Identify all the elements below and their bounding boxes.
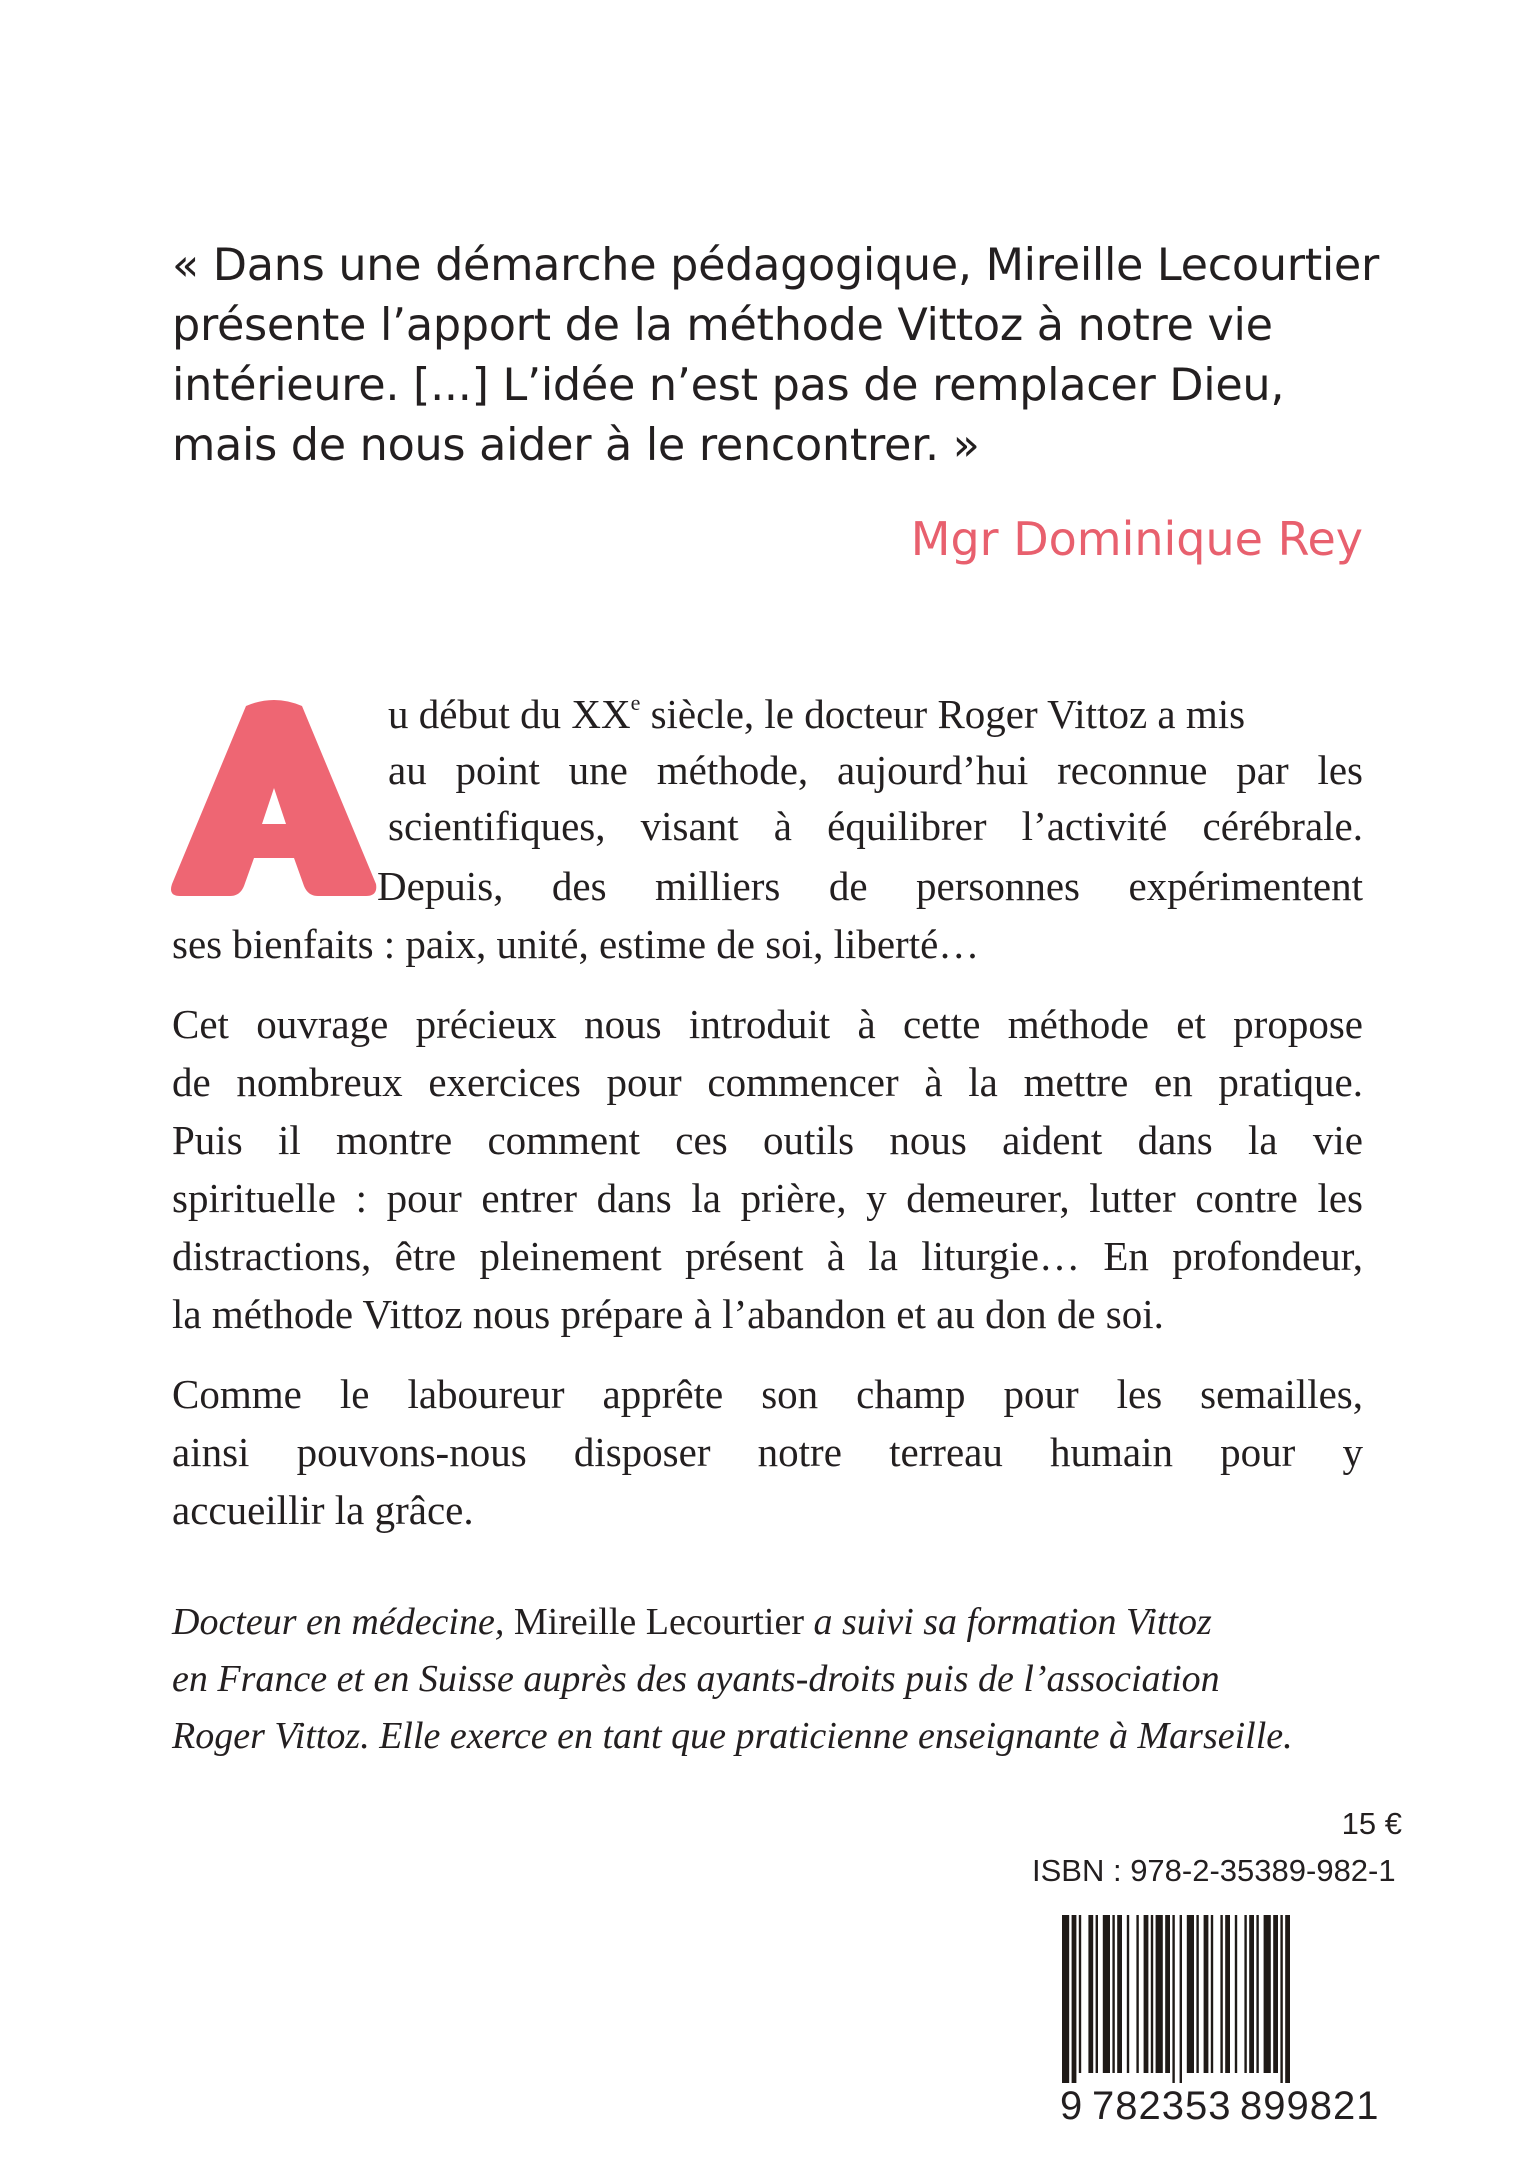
barcode-bar [1180,1915,1182,2083]
barcode-bar [1156,1915,1163,2073]
barcode-bar [1117,1915,1122,2073]
intro-line: u début du XXe siècle, le docteur Roger Vittoz a mis [388,690,1246,737]
quote-line: mais de nous aider à le rencontrer. » [172,420,980,471]
barcode-bar [1062,1915,1069,2083]
quote-line: « Dans une démarche pédagogique, Mireille Lecourtier [172,240,1379,291]
quote-attribution: Mgr Dominique Rey [910,512,1363,566]
barcode-bar [1235,1915,1237,2073]
barcode-bar [1187,1915,1194,2073]
barcode-bar [1244,1915,1246,2073]
price: 15 € [1341,1806,1402,1841]
body-line: de nombreux exercices pour commencer à la mettre en pratique. [172,1059,1363,1105]
barcode-bar [1249,1915,1254,2073]
barcode-bar [1172,1915,1174,2083]
barcode-bar [1256,1915,1258,2073]
barcode-bar [1285,1915,1290,2083]
barcode-bar [1103,1915,1110,2073]
body-line: ainsi pouvons-nous disposer notre terreau humain pour y [172,1429,1363,1475]
barcode-bar [1225,1915,1230,2073]
barcode [1054,1915,1403,2083]
barcode-bar [1280,1915,1282,2083]
barcode-digits-left: 782353 [1092,2084,1232,2128]
drop-cap-letter-a-shape [171,700,376,896]
barcode-digit-first: 9 [1060,2084,1084,2128]
intro-line: au point une méthode, aujourd’hui reconnue par les [388,747,1363,793]
barcode-bar [1211,1915,1213,2073]
body-line: Puis il montre comment ces outils nous aident dans la vie [172,1117,1363,1163]
body-line: distractions, être pleinement présent à la liturgie… En profondeur, [172,1233,1363,1279]
body-line: accueillir la grâce. [172,1487,474,1533]
endorsement-quote [172,236,1379,476]
barcode-bar [1151,1915,1153,2073]
barcode-bar [1136,1915,1138,2073]
drop-cap [168,692,380,898]
barcode-bar [1165,1915,1170,2073]
barcode-bar [1127,1915,1129,2073]
barcode-bar [1220,1915,1222,2073]
quote-line: présente l’apport de la méthode Vittoz à notre vie [172,300,1273,351]
barcode-bar [1273,1915,1278,2073]
quote-line: intérieure. [...] L’idée n’est pas de remplacer Dieu, [172,360,1285,411]
isbn: ISBN : 978-2-35389-982-1 [1032,1853,1396,1888]
barcode-bar [1196,1915,1198,2073]
barcode-bar [1144,1915,1149,2073]
body-line: spirituelle : pour entrer dans la prière, y demeurer, lutter contre les [172,1175,1363,1221]
bio-line: en France et en Suisse auprès des ayants-droits puis de l’association [172,1658,1220,1700]
barcode-bar [1088,1915,1093,2073]
author-bio [172,1594,1362,1765]
body-line: la méthode Vittoz nous prépare à l’abandon et au don de soi. [172,1291,1164,1337]
barcode-bar [1112,1915,1114,2073]
bio-line: Docteur en médecine, Mireille Lecourtier a suivi sa formation Vittoz [172,1601,1212,1643]
barcode-bar [1072,1915,1077,2083]
intro-line: ses bienfaits : paix, unité, estime de soi, liberté… [172,921,980,967]
body-line: Cet ouvrage précieux nous introduit à cette méthode et propose [172,1001,1363,1047]
bio-line: Roger Vittoz. Elle exerce en tant que praticienne enseignante à Marseille. [172,1715,1293,1757]
barcode-bar [1264,1915,1271,2073]
barcode-digits-right: 899821 [1240,2084,1380,2128]
barcode-bar [1204,1915,1209,2073]
body-line: Comme le laboureur apprête son champ pour les semailles, [172,1371,1363,1417]
barcode-bar [1079,1915,1081,2073]
barcode-bar [1096,1915,1098,2073]
intro-line: Depuis, des milliers de personnes expérimentent [377,863,1363,909]
intro-line: scientifiques, visant à équilibrer l’activité cérébrale. [388,803,1363,849]
